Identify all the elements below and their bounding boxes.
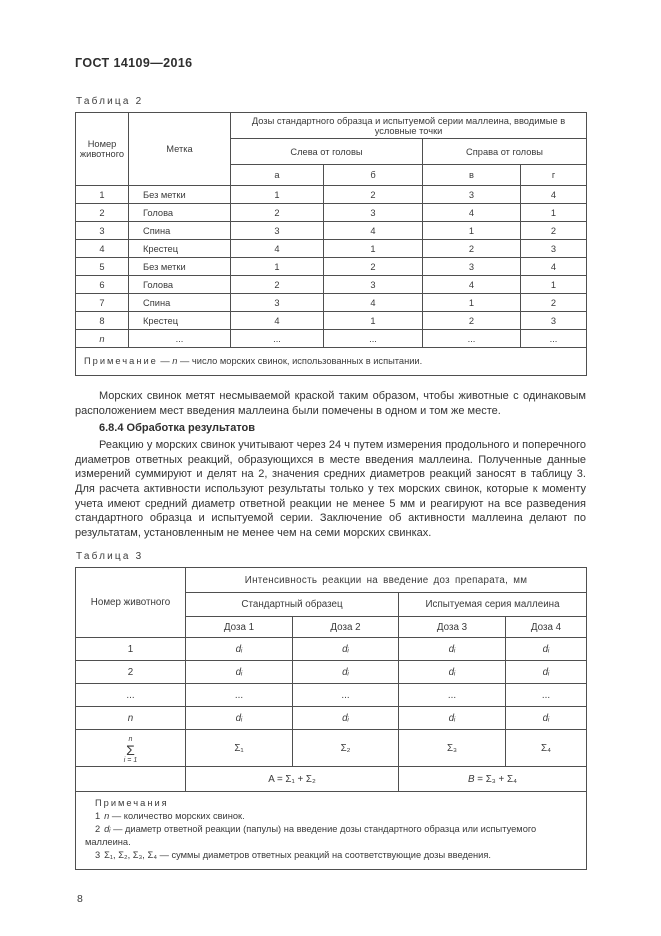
t2-cell-mark: Без метки <box>129 186 231 204</box>
note-symbol: dᵢ <box>104 824 111 835</box>
t3-header-row-1 <box>76 568 587 593</box>
t2-cell: 4 <box>231 240 324 258</box>
t3-sum-row <box>76 730 587 767</box>
table-row <box>76 707 587 730</box>
t2-cell: 1 <box>521 204 587 222</box>
t3-col-dose-2: Доза 2 <box>293 617 399 638</box>
t2-cell: 2 <box>231 204 324 222</box>
t2-cell: 3 <box>324 204 423 222</box>
t3-col-standard-sample: Стандартный образец <box>186 593 399 617</box>
t2-cell-mark: Спина <box>129 294 231 312</box>
formula-a-var: A <box>268 773 275 785</box>
t2-col-left-of-head: Слева от головы <box>231 139 423 165</box>
t2-cell: 3 <box>423 186 521 204</box>
notes-title: Примечания <box>95 798 169 809</box>
t2-cell: 3 <box>521 312 587 330</box>
sum-upper-limit: n <box>128 735 133 743</box>
t3-sum-cell: Σ₁ <box>186 730 293 767</box>
t2-cell: 4 <box>324 294 423 312</box>
table-row <box>76 294 587 312</box>
t2-cell: 2 <box>423 312 521 330</box>
t2-cell: ... <box>231 330 324 348</box>
t2-cell: ... <box>324 330 423 348</box>
t3-cell-label: n <box>76 707 186 730</box>
note-item <box>85 810 577 823</box>
table-row <box>76 638 587 661</box>
note-number: 3 <box>95 850 101 861</box>
note-dash: — <box>157 356 173 366</box>
t3-cell-d: ... <box>506 684 587 707</box>
t2-cell: 4 <box>423 204 521 222</box>
t2-cell: 1 <box>423 222 521 240</box>
t2-cell: 1 <box>521 276 587 294</box>
note-label: Примечание <box>84 356 158 366</box>
t3-cell-d: dᵢ <box>506 638 587 661</box>
t2-cell-mark: Голова <box>129 276 231 294</box>
t2-cell: 3 <box>521 240 587 258</box>
t3-cell-d: dᵢ <box>293 707 399 730</box>
note-text: — диаметр ответной реакции (папулы) на введение дозы стандартного образца или испытуемого маллеина. <box>85 824 537 848</box>
t2-cell-num: 2 <box>76 204 129 222</box>
page-number: 8 <box>77 892 83 905</box>
t2-cell: 4 <box>231 312 324 330</box>
table-row <box>76 661 587 684</box>
t2-cell: 3 <box>423 258 521 276</box>
para-results-processing: Реакцию у морских свинок учитывают через 24 ч путем измерения продольного и поперечного диаметров ответных реакций, образующихся в месте введения маллеина. Полученные данные измерений суммируют и делят на 2, значения средних диаметров реакций заносят в таблицу 3. Для расчета активности используют результаты только у тех морских свинок, которые к моменту учета имеют средний диаметр ответной реакции не менее 5 мм и реагируют на все разведения стандартного образца и испытуемой серии. Заключение об активности маллеина делают по результатам, установленным не менее чем на семи морских свинках. <box>75 439 586 539</box>
table2-caption: Таблица 2 <box>76 96 144 107</box>
t2-cell: 1 <box>231 258 324 276</box>
t3-cell-d: dᵢ <box>399 638 506 661</box>
t2-cell: 2 <box>231 276 324 294</box>
table-2-body <box>76 186 587 376</box>
sigma-glyph: Σ <box>126 741 135 758</box>
t3-cell-d: ... <box>293 684 399 707</box>
table-row <box>76 276 587 294</box>
t3-cell-label: 2 <box>76 661 186 684</box>
t3-cell-d: dᵢ <box>186 661 293 684</box>
t3-cell-d: dᵢ <box>399 661 506 684</box>
t2-col-point-b: б <box>324 165 423 186</box>
t2-cell-num: 5 <box>76 258 129 276</box>
note-number: 2 <box>95 824 101 835</box>
t2-col-point-v: в <box>423 165 521 186</box>
t3-col-dose-4: Доза 4 <box>506 617 587 638</box>
t3-notes <box>76 792 587 870</box>
t2-cell: 4 <box>521 186 587 204</box>
t2-cell-num: 3 <box>76 222 129 240</box>
table-3-body <box>76 638 587 870</box>
t3-cell-d: ... <box>186 684 293 707</box>
t2-col-point-g: г <box>521 165 587 186</box>
t3-cell-d: dᵢ <box>293 638 399 661</box>
t2-cell: 1 <box>231 186 324 204</box>
table-3 <box>75 567 587 870</box>
t2-cell: 4 <box>423 276 521 294</box>
formula-a <box>186 767 399 792</box>
t3-cell-d: dᵢ <box>186 707 293 730</box>
t3-formula-row <box>76 767 587 792</box>
table-row <box>76 330 587 348</box>
t3-empty-cell <box>76 767 186 792</box>
t2-col-mark: Метка <box>129 113 231 186</box>
t3-col-dose-3: Доза 3 <box>399 617 506 638</box>
t3-col-animal-number: Номер животного <box>76 568 186 638</box>
t2-cell: 3 <box>231 294 324 312</box>
t2-cell-num: 6 <box>76 276 129 294</box>
t2-cell: 2 <box>521 294 587 312</box>
note-text: — количество морских свинок. <box>109 811 245 822</box>
formula-a-rest: = Σ₁ + Σ₂ <box>274 773 316 785</box>
t2-cell: 2 <box>423 240 521 258</box>
t2-cell: 3 <box>324 276 423 294</box>
t2-cell-mark: Без метки <box>129 258 231 276</box>
t2-cell-mark: ... <box>129 330 231 348</box>
t2-cell: ... <box>423 330 521 348</box>
note-number: 1 <box>95 811 101 822</box>
t2-cell-mark: Голова <box>129 204 231 222</box>
t2-cell-num: n <box>76 330 129 348</box>
table-3-header <box>76 568 587 638</box>
t2-cell: 2 <box>521 222 587 240</box>
t3-cell-d: dᵢ <box>186 638 293 661</box>
t2-cell: 1 <box>423 294 521 312</box>
t3-col-intensity-span: Интенсивность реакции на введение доз препарата, мм <box>186 568 587 593</box>
t2-cell: 1 <box>324 312 423 330</box>
t2-cell-num: 4 <box>76 240 129 258</box>
t3-cell-d: ... <box>399 684 506 707</box>
t2-cell: 2 <box>324 186 423 204</box>
t3-cell-d: dᵢ <box>506 661 587 684</box>
t2-cell: ... <box>521 330 587 348</box>
t2-note-row <box>76 348 587 376</box>
t2-cell-num: 1 <box>76 186 129 204</box>
t2-col-right-of-head: Справа от головы <box>423 139 587 165</box>
t3-cell-d: dᵢ <box>399 707 506 730</box>
t2-cell-num: 7 <box>76 294 129 312</box>
t3-cell-label: 1 <box>76 638 186 661</box>
t3-sum-cell: Σ₃ <box>399 730 506 767</box>
table-row <box>76 258 587 276</box>
t2-header-row-1 <box>76 113 587 139</box>
t2-col-animal-number: Номер животного <box>76 113 129 186</box>
note-symbol-n: n <box>172 356 178 366</box>
t3-cell-d: dᵢ <box>506 707 587 730</box>
note-symbol: n <box>104 811 110 822</box>
t2-cell-mark: Крестец <box>129 312 231 330</box>
t2-cell: 3 <box>231 222 324 240</box>
note-item <box>85 849 577 862</box>
t2-cell-num: 8 <box>76 312 129 330</box>
table-row <box>76 204 587 222</box>
t2-cell-mark: Спина <box>129 222 231 240</box>
table-row <box>76 222 587 240</box>
formula-b-rest: = Σ₃ + Σ₄ <box>474 773 517 785</box>
t3-col-test-series: Испытуемая серия маллеина <box>399 593 587 617</box>
note-symbol: Σ₁, Σ₂, Σ₃, Σ₄ <box>104 850 157 861</box>
table-row <box>76 186 587 204</box>
t3-notes-row <box>76 792 587 870</box>
section-heading-6-8-4: 6.8.4 Обработка результатов <box>99 422 256 435</box>
doc-code: ГОСТ 14109—2016 <box>75 56 193 70</box>
table3-caption: Таблица 3 <box>76 551 144 563</box>
t2-cell: 4 <box>521 258 587 276</box>
formula-b-var: B <box>468 773 475 785</box>
t2-cell: 1 <box>324 240 423 258</box>
t3-sum-cell: Σ₄ <box>506 730 587 767</box>
t3-cell-d: dᵢ <box>293 661 399 684</box>
t3-cell-label: ... <box>76 684 186 707</box>
table-2-header <box>76 113 587 186</box>
t3-sum-label-cell <box>76 730 186 767</box>
t2-col-doses-span: Дозы стандартного образца и испытуемой серии маллеина, вводимые в условные точки <box>231 113 587 139</box>
t2-cell: 2 <box>324 258 423 276</box>
note-text: — число морских свинок, использованных в испытании. <box>177 356 423 366</box>
para-marking: Морских свинок метят несмываемой краской таким образом, чтобы животные с одинаковым расположением мест введения маллеина были помечены в одном и том же месте. <box>75 390 586 417</box>
t2-col-point-a: а <box>231 165 324 186</box>
t3-sum-cell: Σ₂ <box>293 730 399 767</box>
note-item <box>85 823 577 849</box>
note-text: — суммы диаметров ответных реакций на соответствующие дозы введения. <box>156 850 491 861</box>
t3-col-dose-1: Доза 1 <box>186 617 293 638</box>
t2-cell: 4 <box>324 222 423 240</box>
table-2 <box>75 112 587 376</box>
sum-lower-limit: i = 1 <box>123 756 138 764</box>
table-row <box>76 684 587 707</box>
t2-note <box>76 348 587 376</box>
formula-b <box>399 767 587 792</box>
table-row <box>76 240 587 258</box>
table-row <box>76 312 587 330</box>
summation-symbol <box>124 736 137 764</box>
t2-cell-mark: Крестец <box>129 240 231 258</box>
